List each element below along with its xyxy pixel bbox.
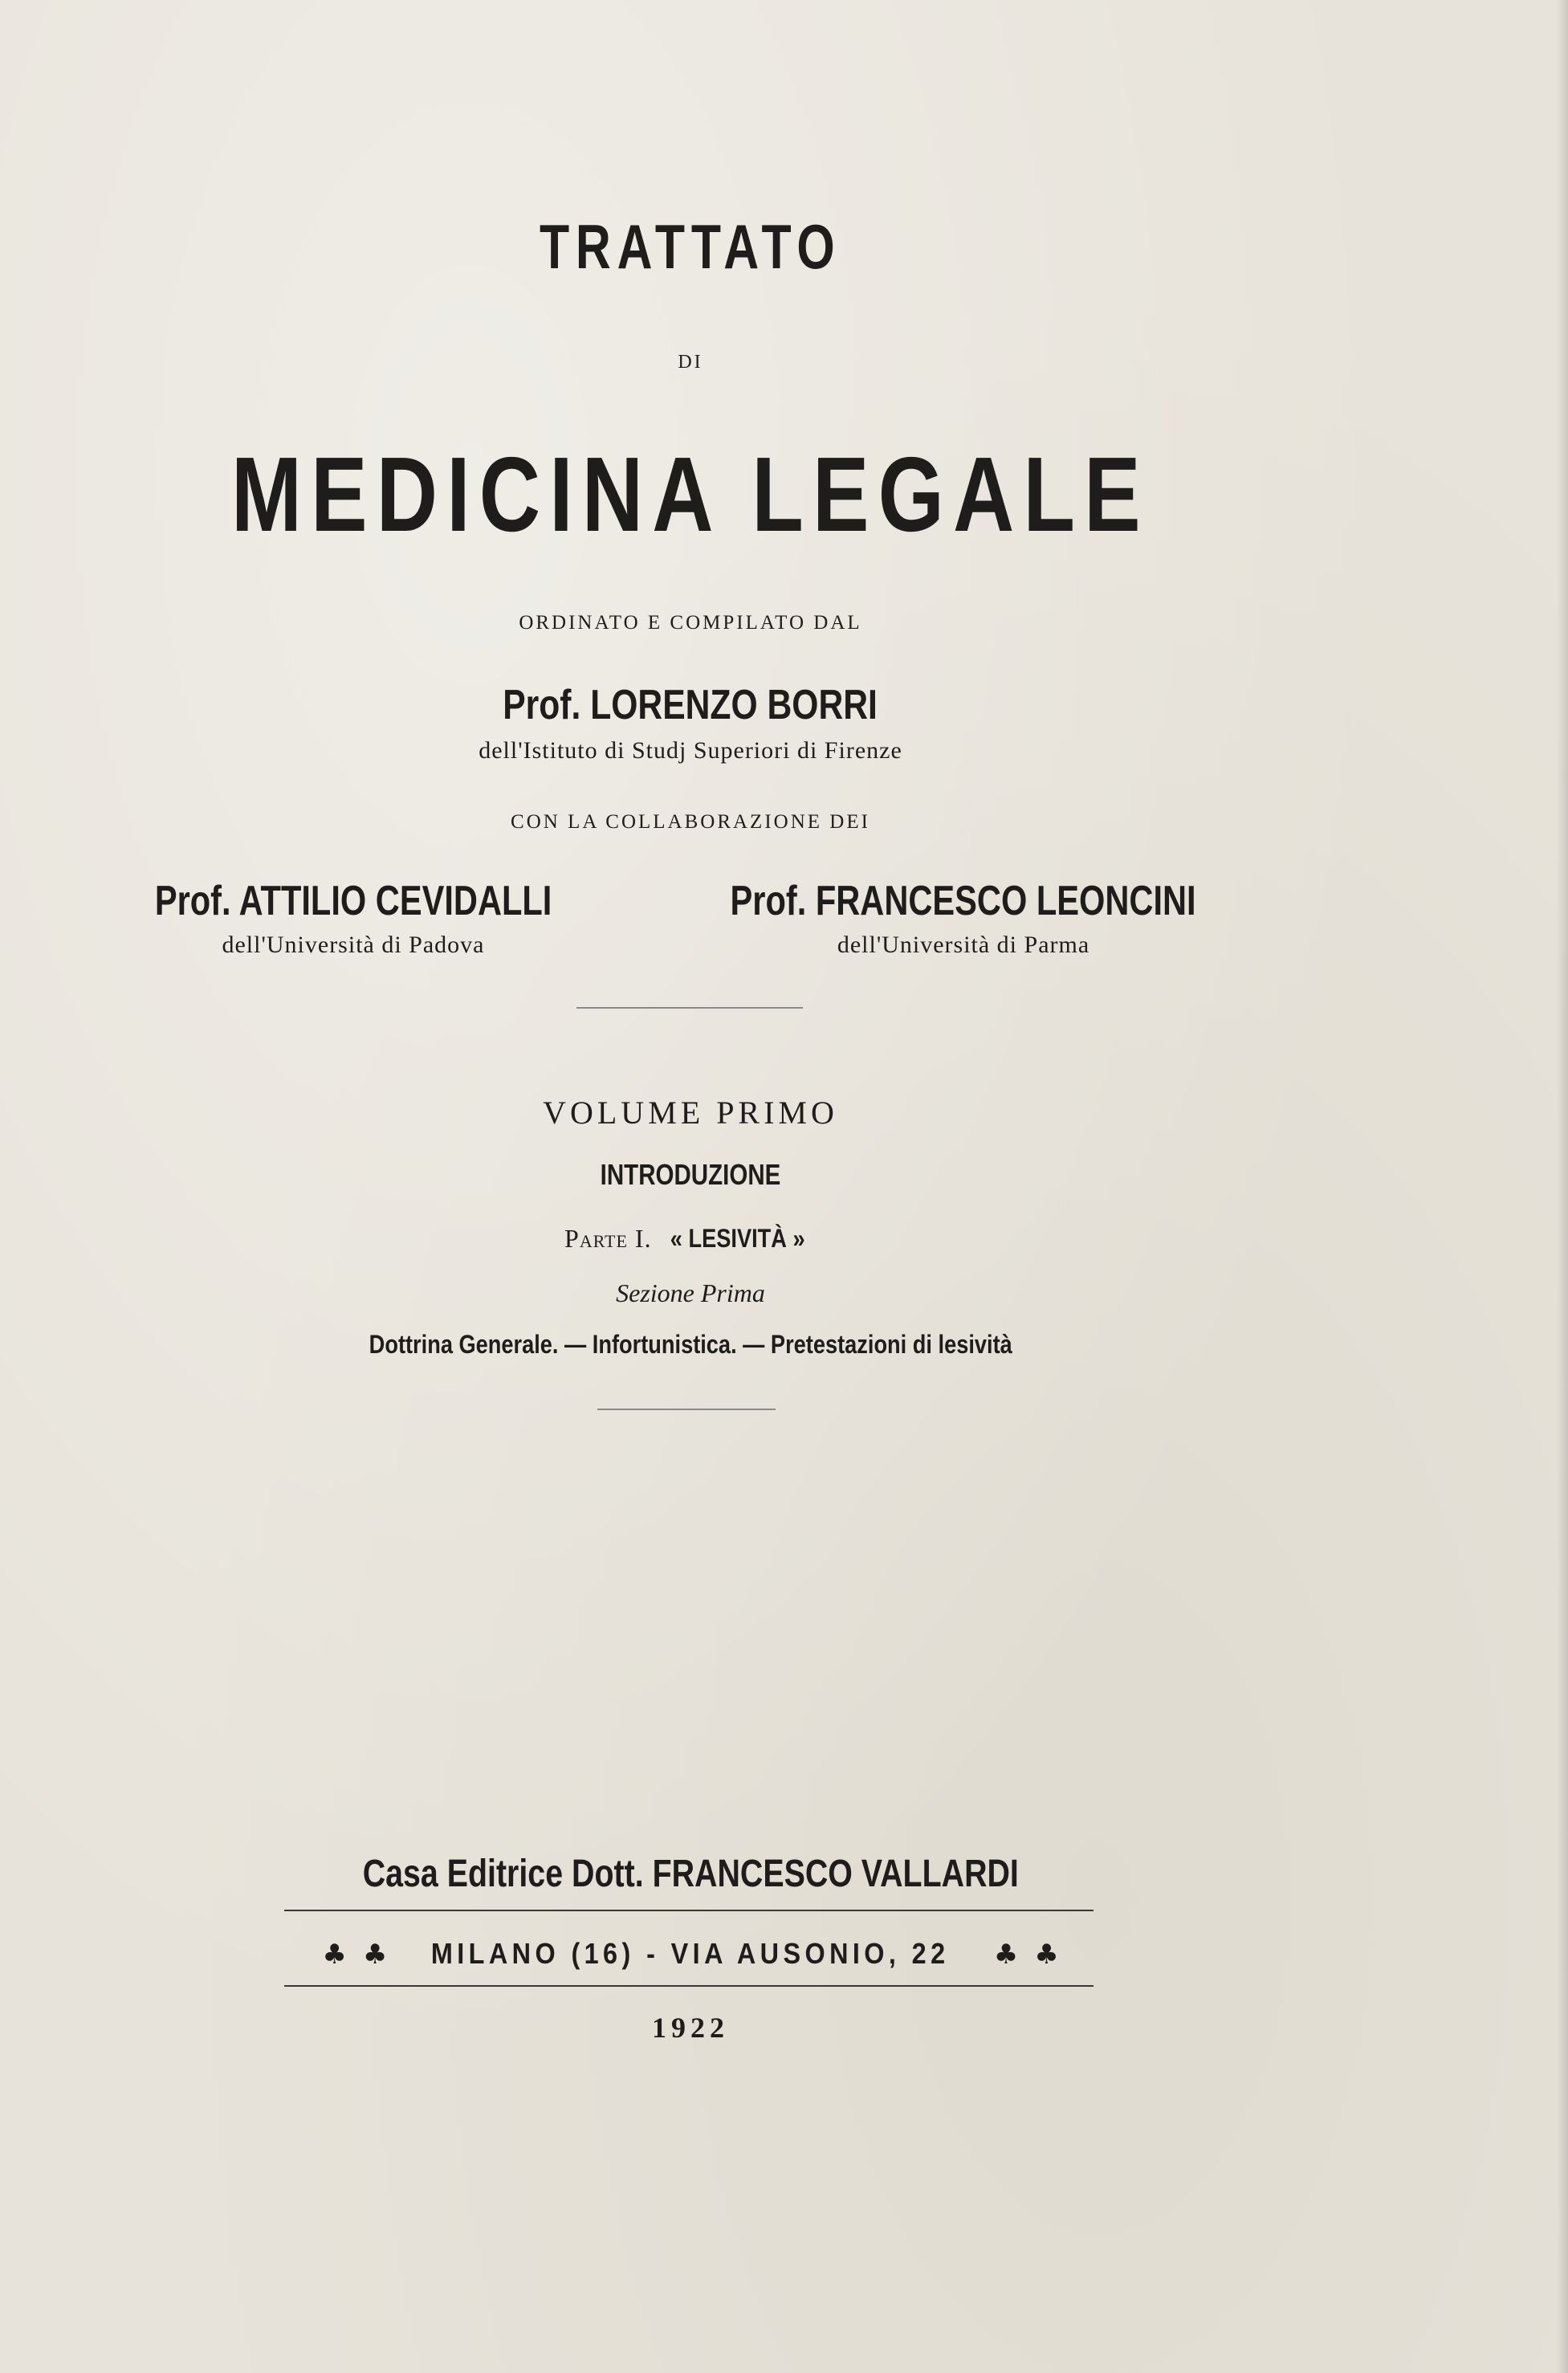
divider — [597, 1409, 776, 1410]
collaboration-label: CON LA COLLABORAZIONE DEI — [511, 811, 870, 833]
book-title-top: TRATTATO — [540, 211, 841, 282]
publication-year: 1922 — [652, 2012, 729, 2044]
section-label: Sezione Prima — [616, 1278, 765, 1307]
part-title: « LESIVITÀ » — [670, 1224, 805, 1253]
publisher-address — [0, 1937, 1381, 1971]
collaborator-name: Prof. ATTILIO CEVIDALLI — [154, 878, 552, 924]
collaborator-affiliation: dell'Università di Padova — [222, 932, 485, 958]
book-title-main: MEDICINA LEGALE — [231, 435, 1150, 553]
clover-ornament-icon: ♣ — [993, 1939, 1019, 1971]
address-text: MILANO (16) - VIA AUSONIO, 22 — [431, 1937, 950, 1970]
collaborator-name: Prof. FRANCESCO LEONCINI — [730, 878, 1197, 924]
subjects-line: Dottrina Generale. — Infortunistica. — Pretestazioni di lesività — [369, 1330, 1012, 1359]
clover-ornament-icon: ♣ — [362, 1939, 388, 1971]
collaborator-left — [24, 877, 682, 959]
clover-ornament-icon: ♣ — [1034, 1939, 1059, 1971]
volume-label: VOLUME PRIMO — [543, 1095, 838, 1131]
publisher-name: Casa Editrice Dott. FRANCESCO VALLARDI — [362, 1853, 1019, 1895]
divider — [576, 1007, 803, 1009]
collaborator-affiliation: dell'Università di Parma — [837, 932, 1090, 958]
page-edge-shadow — [1557, 0, 1568, 2373]
publisher-rule-bottom — [284, 1985, 1094, 1987]
part-number: Parte I. — [564, 1224, 652, 1253]
clover-ornament-icon: ♣ — [322, 1939, 347, 1971]
part-label — [0, 1224, 1381, 1254]
book-title-di: DI — [678, 352, 703, 373]
publisher-rule-top — [284, 1910, 1094, 1911]
main-author-name: Prof. LORENZO BORRI — [503, 682, 878, 728]
main-author-affiliation: dell'Istituto di Studj Superiori di Firenze — [479, 737, 902, 764]
collaborator-right — [634, 877, 1293, 959]
compiled-by-label: ORDINATO E COMPILATO DAL — [519, 612, 862, 634]
introduction-label: INTRODUZIONE — [600, 1158, 781, 1191]
